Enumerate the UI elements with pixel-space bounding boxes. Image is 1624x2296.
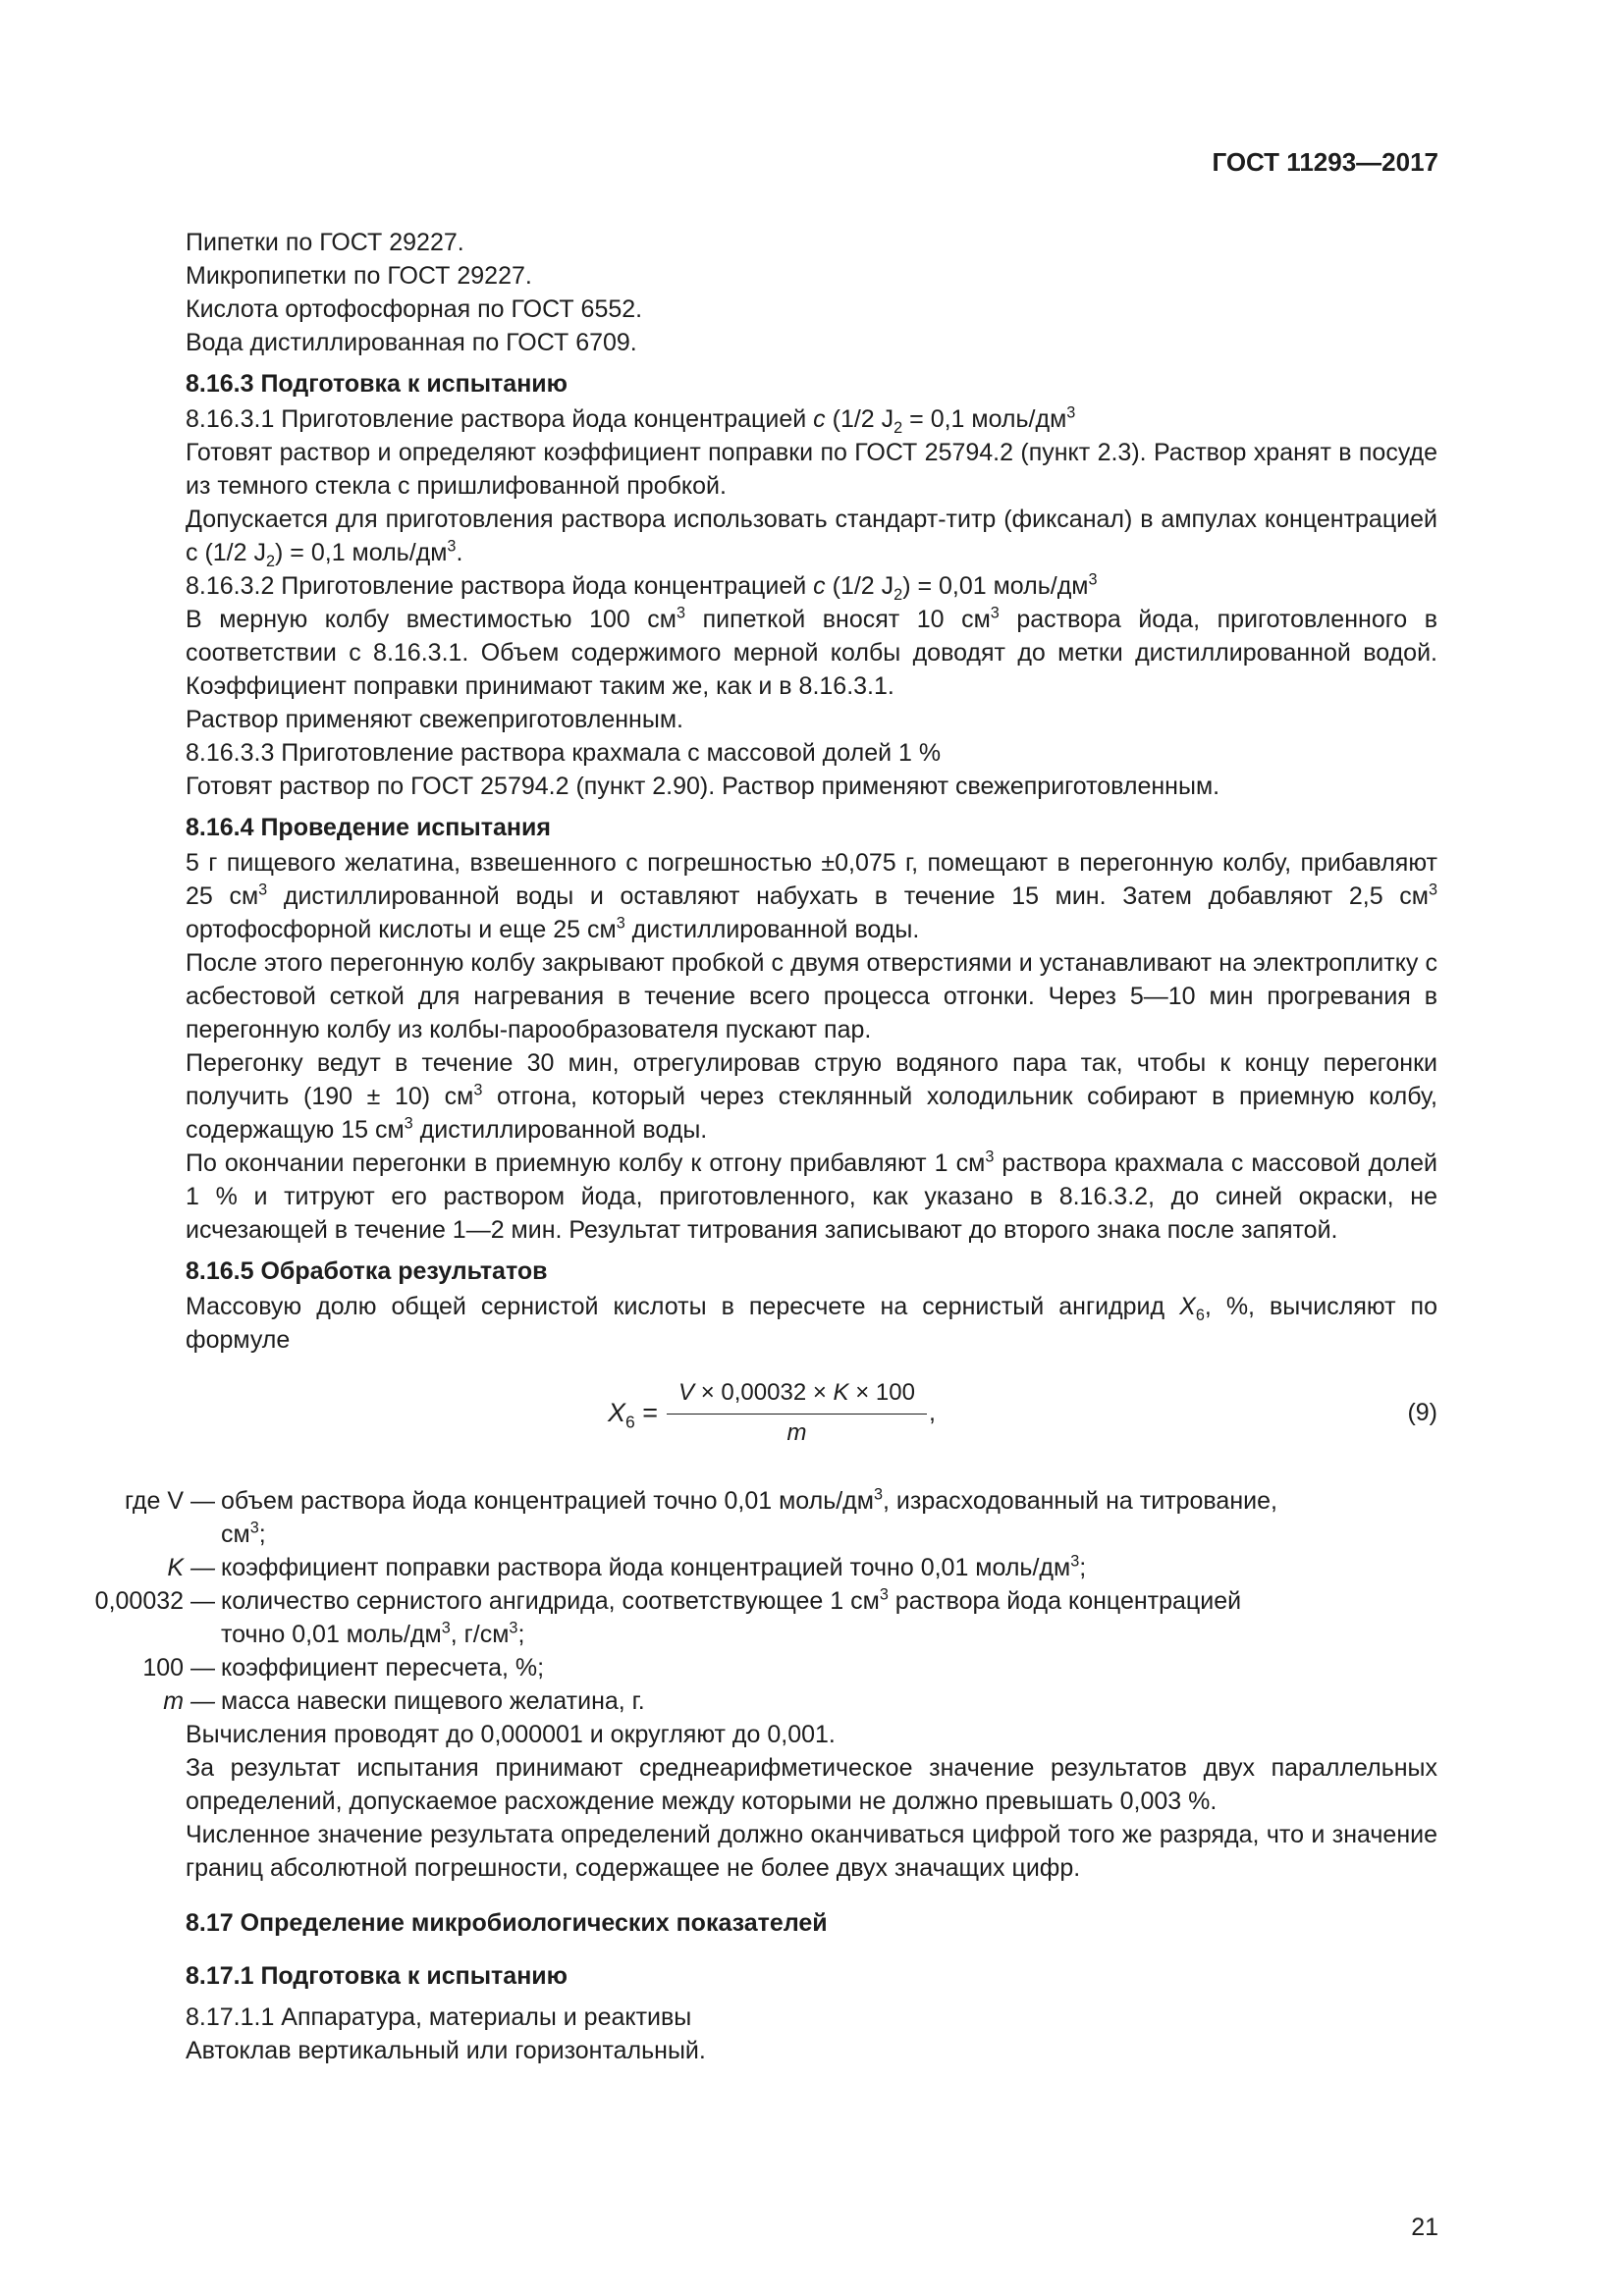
legend-term-spacer	[9, 1518, 215, 1551]
legend-term: K —	[167, 1554, 215, 1581]
legend-row	[124, 1484, 1437, 1518]
legend-definition: $см^3$;	[221, 1519, 266, 1548]
legend-row	[94, 1584, 1437, 1618]
paragraph: 8.16.3.3 Приготовление раствора крахмала с массовой долей 1 %	[186, 739, 942, 767]
paragraph: 8.17.1.1 Аппаратура, материалы и реактивы	[186, 2003, 692, 2031]
formula-denominator: m	[786, 1419, 807, 1446]
paragraph: 8.16.3.1 Приготовление раствора йода концентрацией c (1/2 $J_2 = 0,1$ моль/$дм^3$	[186, 403, 1076, 437]
paragraph: После этого перегонную колбу закрывают пробкой с двумя отверстиями и устанавливают на электроплитку с асбестовой сеткой для нагревания в течение всего процесса отгонки. Через 5—10 мин прогревания в перегонную колбу из колбы-парообразователя пускают пар.	[186, 949, 1437, 1043]
text-line: Микропипетки по ГОСТ 29227.	[186, 262, 532, 290]
text-line: Вода дистиллированная по ГОСТ 6709.	[186, 329, 637, 356]
legend-row	[163, 1684, 1437, 1718]
formula-fraction	[667, 1376, 927, 1450]
legend-definition: коэффициент поправки раствора йода концентрацией точно 0,01 моль/$дм^3$;	[221, 1552, 1087, 1581]
section-heading: 8.16.5 Обработка результатов	[186, 1257, 548, 1285]
section-heading: 8.17 Определение микробиологических показателей	[186, 1909, 828, 1937]
section-heading: 8.17.1 Подготовка к испытанию	[186, 1962, 568, 1990]
paragraph: Численное значение результата определений должно оканчиваться цифрой того же разряда, что и значение границ абсолютной погрешности, содержащее не более двух значащих цифр.	[186, 1821, 1437, 1882]
page-header: ГОСТ 11293—2017	[1212, 147, 1438, 177]
legend-term: где V —	[124, 1487, 215, 1515]
page-number: 21	[1411, 2214, 1438, 2241]
legend-term-spacer	[9, 1618, 215, 1651]
paragraph: По окончании перегонки в приемную колбу к отгону прибавляют 1 $см^3$ раствора крахмала с массовой долей 1 % и титруют его раствором йода, приготовленного, как указано в 8.16.3.2, до синей окраски, не исчезающей в течение 1—2 мин. Результат титрования записывают до второго знака после запятой.	[186, 1148, 1437, 1244]
legend-row	[167, 1551, 1437, 1584]
text-line: Кислота ортофосфорная по ГОСТ 6552.	[186, 295, 643, 323]
legend-continuation	[186, 1518, 1437, 1551]
legend-definition: объем раствора йода концентрацией точно 0,01 моль/$дм^3$, израсходованный на титрование,	[221, 1485, 1277, 1515]
document-body	[94, 226, 1437, 2067]
paragraph: За результат испытания принимают среднеарифметическое значение результатов двух параллельных определений, допускаемое расхождение между которыми не должно превышать 0,003 %.	[186, 1754, 1437, 1815]
legend-definition: масса навески пищевого желатина, г.	[221, 1687, 645, 1715]
legend-row	[142, 1651, 1437, 1684]
paragraph: Перегонку ведут в течение 30 мин, отрегулировав струю водяного пара так, чтобы к концу перегонки получить (190 ± 10) $см^3$ отгона, который через стеклянный холодильник собирают в приемную колбу, содержащую 15 $см^3$ дистиллированной воды.	[186, 1049, 1437, 1144]
equation-number: (9)	[1407, 1399, 1437, 1426]
section-heading: 8.16.3 Подготовка к испытанию	[186, 370, 568, 398]
formula-lhs: $X_6$ =	[608, 1398, 659, 1432]
paragraph: В мерную колбу вместимостью 100 $см^3$ пипеткой вносят 10 $см^3$ раствора йода, приготовленного в соответствии с 8.16.3.1. Объем содержимого мерной колбы доводят до метки дистиллированной водой. Коэффициент поправки принимают таким же, как и в 8.16.3.1.	[186, 604, 1437, 700]
paragraph: Вычисления проводят до 0,000001 и округляют до 0,001.	[186, 1721, 836, 1748]
legend-term: 0,00032 —	[94, 1587, 215, 1615]
paragraph: Массовую долю общей сернистой кислоты в пересчете на сернистый ангидрид $X_6$, %, вычисляют по формуле	[186, 1293, 1437, 1354]
paragraph: Раствор применяют свежеприготовленным.	[186, 706, 683, 733]
legend-term: 100 —	[142, 1654, 215, 1682]
legend-definition: точно 0,01 моль/$дм^3$, $г/см^3$;	[221, 1619, 525, 1648]
paragraph: 5 г пищевого желатина, взвешенного с погрешностью ±0,075 г, помещают в перегонную колбу, прибавляют 25 $см^3$ дистиллированной воды и оставляют набухать в течение 15 мин. Затем добавляют 2,5 $см^3$ ортофосфорной кислоты и еще 25 $см^3$ дистиллированной воды.	[186, 849, 1437, 943]
paragraph: 8.16.3.2 Приготовление раствора йода концентрацией c (1/2 $J_2) = 0,01$ моль/$дм^3$	[186, 570, 1098, 604]
legend-definition: коэффициент пересчета, %;	[221, 1654, 545, 1682]
paragraph: Допускается для приготовления раствора использовать стандарт-титр (фиксанал) в ампулах концентрацией с (1/2 $J_2) = 0,1$ моль/$дм^3$.	[186, 506, 1437, 570]
legend-continuation	[186, 1618, 1437, 1651]
formula-numerator: V × 0,00032 × K × 100	[667, 1376, 927, 1415]
legend-term: m —	[163, 1687, 215, 1715]
paragraph: Готовят раствор по ГОСТ 25794.2 (пункт 2.90). Раствор применяют свежеприготовленным.	[186, 773, 1220, 800]
paragraph: Готовят раствор и определяют коэффициент поправки по ГОСТ 25794.2 (пункт 2.3). Раствор хранят в посуде из темного стекла с пришлифованной пробкой.	[186, 439, 1437, 500]
formula-legend	[94, 1484, 1437, 1718]
legend-definition: количество сернистого ангидрида, соответствующее 1 $см^3$ раствора йода концентрацией	[221, 1585, 1242, 1615]
text-line: Пипетки по ГОСТ 29227.	[186, 229, 464, 256]
paragraph: Автоклав вертикальный или горизонтальный.	[186, 2037, 706, 2064]
formula-9	[186, 1370, 1437, 1478]
section-heading: 8.16.4 Проведение испытания	[186, 814, 551, 841]
formula-comma: ,	[929, 1399, 936, 1426]
